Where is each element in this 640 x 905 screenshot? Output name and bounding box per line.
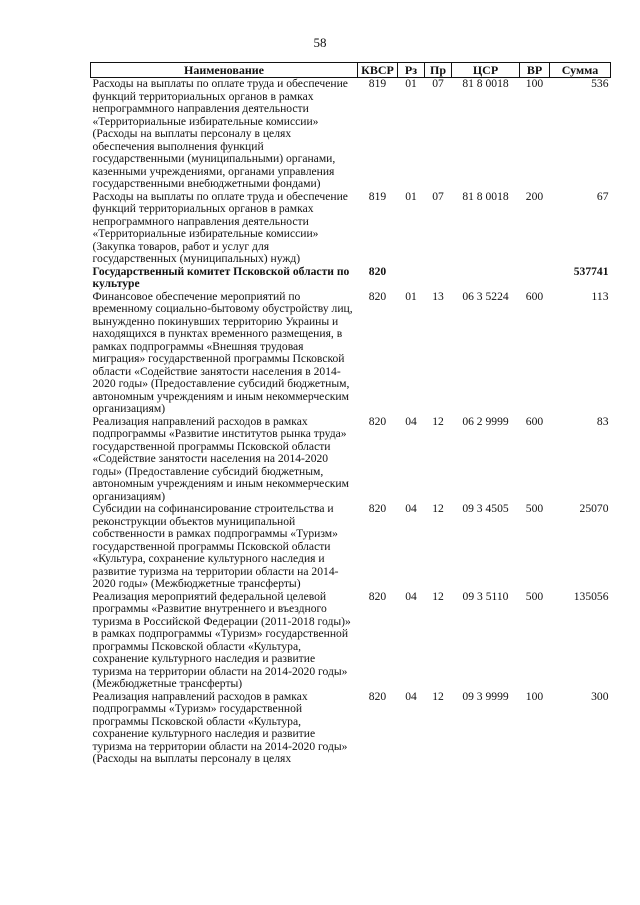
- header-sum: Сумма: [550, 63, 611, 78]
- cell-vr: 600: [525, 414, 544, 428]
- cell-rz: 04: [405, 414, 417, 428]
- table-header-row: [91, 63, 611, 78]
- cell-kvsr: 820: [368, 502, 387, 515]
- cell-vr: [520, 266, 550, 291]
- cell-kvsr: 820: [368, 414, 387, 428]
- table-row: [91, 503, 611, 591]
- cell-csr: 06 2 9999: [462, 414, 509, 428]
- cell-kvsr: 820: [368, 689, 387, 703]
- cell-vr: 100: [525, 689, 544, 703]
- cell-csr: [452, 266, 520, 291]
- table-row: [91, 291, 611, 416]
- cell-vr: 500: [525, 589, 544, 603]
- cell-pr: 13: [432, 289, 444, 303]
- cell-csr: 81 8 0018: [462, 77, 509, 90]
- table-row: [91, 416, 611, 504]
- cell-sum: 67: [596, 189, 609, 203]
- cell-kvsr: 819: [368, 77, 387, 90]
- cell-sum: 113: [591, 289, 609, 303]
- cell-pr: 07: [432, 189, 444, 203]
- header-csr: ЦСР: [452, 63, 520, 78]
- cell-name: Расходы на выплаты по оплате труда и обеспечение функций территориальных органов в рамках непрограммного направления деятельности «Территориальные избирательные комиссии» (Закупка товаров, работ и услуг для государственных (муниципальных) нужд): [92, 189, 348, 265]
- header-name: Наименование: [91, 63, 358, 78]
- cell-kvsr: 820: [368, 264, 387, 278]
- budget-table: [90, 62, 611, 766]
- header-rz: Рз: [398, 63, 425, 78]
- cell-csr: 09 3 4505: [462, 502, 509, 515]
- table-row: [91, 591, 611, 691]
- header-vr: ВР: [520, 63, 550, 78]
- cell-vr: 600: [525, 289, 544, 303]
- cell-sum: 536: [591, 77, 609, 90]
- table-row: [91, 691, 611, 766]
- cell-pr: 07: [432, 77, 444, 90]
- cell-csr: 09 3 5110: [462, 589, 509, 603]
- cell-csr: 09 3 9999: [462, 689, 509, 703]
- cell-pr: 12: [432, 589, 444, 603]
- cell-kvsr: 819: [368, 189, 387, 203]
- cell-rz: 01: [405, 189, 417, 203]
- cell-sum: 135056: [573, 589, 609, 603]
- cell-rz: 01: [405, 289, 417, 303]
- cell-rz: 04: [405, 502, 417, 515]
- cell-pr: 12: [432, 502, 444, 515]
- cell-name: Реализация мероприятий федеральной целевой программы «Развитие внутреннего и въездного туризма в Российской Федерации (2011-2018 годы)» в рамках подпрограммы «Туризм» государственной программы Псковской области «Культура, сохранение культурного наследия и развитие туризма на территории области на 2014-2020 годы» (Межбюджетные трансферты): [92, 589, 351, 690]
- cell-pr: 12: [432, 689, 444, 703]
- cell-vr: 200: [525, 189, 544, 203]
- cell-name: Субсидии на софинансирование строительства и реконструкции объектов муниципальной собственности в рамках подпрограммы «Туризм» государственной программы Псковской области «Культура, сохранение культурного наследия и развитие туризма на территории области на 2014-2020 годы» (Межбюджетные трансферты): [92, 502, 339, 590]
- cell-sum: 83: [596, 414, 609, 428]
- cell-vr: 100: [525, 77, 544, 90]
- cell-kvsr: 820: [368, 589, 387, 603]
- page-number: 58: [313, 35, 327, 50]
- header-kvsr: КВСР: [358, 63, 398, 78]
- cell-sum: 25070: [579, 502, 609, 515]
- cell-name: Реализация направлений расходов в рамках подпрограммы «Туризм» государственной программы Псковской области «Культура, сохранение культурного наследия и развитие туризма на территории области на 2014-2020 годы» (Расходы на выплаты персоналу в целях: [92, 689, 348, 765]
- cell-csr: 81 8 0018: [462, 189, 509, 203]
- table-row: [91, 266, 611, 291]
- cell-kvsr: 820: [368, 289, 387, 303]
- table-row: [91, 78, 611, 191]
- cell-rz: [398, 266, 425, 291]
- cell-name: Реализация направлений расходов в рамках подпрограммы «Развитие институтов рынка труда» государственной программы Псковской области «Содействие занятости населения на 2014-2020 годы» (Предоставление субсидий бюджетным, автономным учреждениям и иным некоммерческим организациям): [92, 414, 349, 503]
- cell-vr: 500: [525, 502, 544, 515]
- cell-sum: 537741: [573, 264, 609, 278]
- cell-name: Финансовое обеспечение мероприятий по временному социально-бытовому обустройству лиц, вынужденно покинувших территорию Украины и находящихся в пунктах временного размещения, в рамках подпрограммы «Внешняя трудовая миграция» государственной программы Псковской области «Содействие занятости населения в 2014-2020 годы» (Предоставление субсидий бюджетным, автономным учреждениям и иным некоммерческим организациям): [92, 289, 353, 415]
- cell-pr: 12: [432, 414, 444, 428]
- cell-rz: 04: [405, 589, 417, 603]
- cell-csr: 06 3 5224: [462, 289, 509, 303]
- cell-sum: 300: [591, 689, 609, 703]
- table-row: [91, 191, 611, 266]
- cell-rz: 01: [405, 77, 417, 90]
- cell-name: Государственный комитет Псковской области по культуре: [92, 264, 350, 290]
- cell-name: Расходы на выплаты по оплате труда и обеспечение функций территориальных органов в рамках непрограммного направления деятельности «Территориальные избирательные комиссии» (Расходы на выплаты персоналу в целях обеспечения выполнения функций государственными (муниципальными) органами, казенными учреждениями, органами управления государственными внебюджетными фондами): [92, 77, 348, 190]
- cell-rz: 04: [405, 689, 417, 703]
- cell-pr: [425, 266, 452, 291]
- header-pr: Пр: [425, 63, 452, 78]
